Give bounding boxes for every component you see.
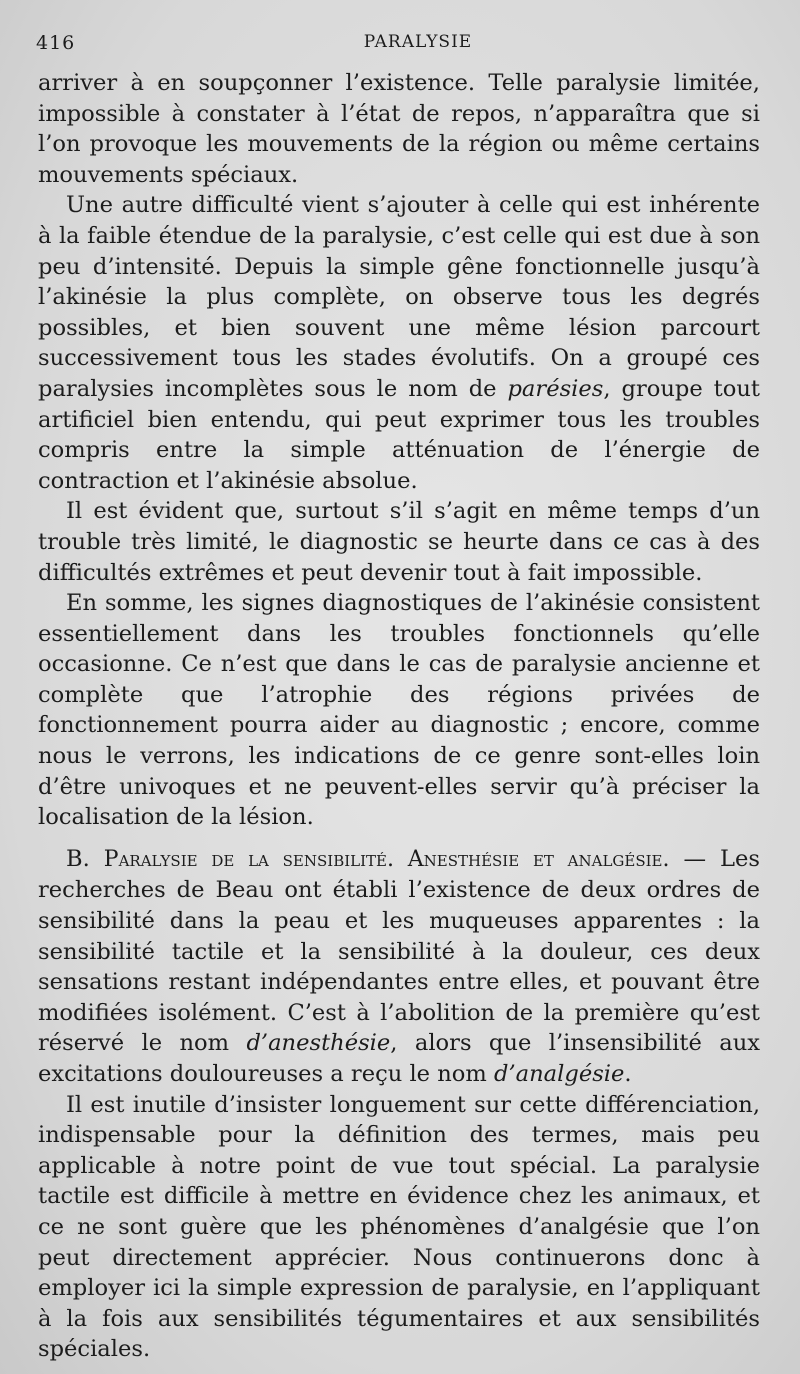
emphasis-term: d’analgésie (494, 1061, 625, 1087)
page-number: 416 (36, 32, 76, 54)
paragraph-diagnostic: Il est évident que, surtout s’il s’agit en même temps d’un trouble très limité, le diagnostic se heurte dans ce cas à des difficultés extrêmes et peut devenir tout à fait impossible. (38, 498, 760, 586)
paragraph-text: , groupe tout artificiel bien entendu, qui peut exprimer tous les troubles compris entre la simple atténuation de l’énergie de contraction et l’akinésie absolue. (38, 375, 760, 494)
paragraph-differenciation: Il est inutile d’insister longuement sur cette différenciation, indispensable pour la définition des termes, mais peu applicable à notre point de vue tout spécial. La paralysie tactile est difficile à mettre en évidence chez les animaux, et ce ne sont guère que les phénomènes d’analgésie que l’on peut directement apprécier. Nous continuerons donc à employer ici la simple expression de paralysie, en l’appliquant à la fois aux sensibilités tégumentaires et aux sensibilités spéciales. (38, 1091, 760, 1363)
paragraph-text: Les recherches de Beau ont établi l’existence de deux ordres de sensibilité dans la peau et les muqueuses apparentes : la sensibilité tactile et la sensibilité à la douleur, ces deux sensations restant indépendantes entre elles, et pouvant être modifiées isolément. C’est à l’abolition de la première qu’est réservé le nom (38, 845, 760, 1057)
page-header (36, 28, 760, 58)
body-text (38, 68, 760, 1365)
running-title: PARALYSIE (363, 32, 473, 52)
heading-dash: — (669, 845, 721, 872)
paragraph-continuation: arriver à en soupçonner l’existence. Telle paralysie limitée, impossible à constater à l’état de repos, n’apparaîtra que si l’on provoque les mouvements de la région ou même certains mouvements spéciaux. (38, 70, 760, 188)
paragraph-paresies (38, 190, 760, 496)
section-heading: Paralysie de la sensibilité. Anesthésie et analgésie. (103, 846, 670, 872)
paragraph-text: . (624, 1061, 632, 1087)
paragraph-text: , alors que l’insensibilité aux excitations douloureuses a reçu le nom (38, 1030, 760, 1087)
emphasis-term: parésies (507, 375, 604, 402)
section-gap (38, 833, 760, 844)
emphasis-term: d’anesthésie (246, 1030, 391, 1057)
paragraph-signes: En somme, les signes diagnostiques de l’akinésie consistent essentiellement dans les troubles fonctionnels qu’elle occasionne. Ce n’est que dans le cas de paralysie ancienne et complète que l’atrophie des régions privées de fonctionnement pourra aider au diagnostic ; encore, comme nous le verrons, les indications de ce genre sont-elles loin d’être univoques et ne peuvent-elles servir qu’à préciser la localisation de la lésion. (38, 590, 760, 831)
section-b-paragraph (38, 844, 760, 1090)
section-letter: B. (66, 845, 90, 872)
paragraph-text: Une autre difficulté vient s’ajouter à celle qui est inhérente à la faible étendue de la paralysie, c’est celle qui est due à son peu d’intensité. Depuis la simple gêne fonctionnelle jusqu’à l’akinésie la plus complète, on observe tous les degrés possibles, et bien souvent une même lésion parcourt successivement tous les stades évolutifs. On a groupé ces paralysies incomplètes sous le nom de (38, 192, 760, 402)
